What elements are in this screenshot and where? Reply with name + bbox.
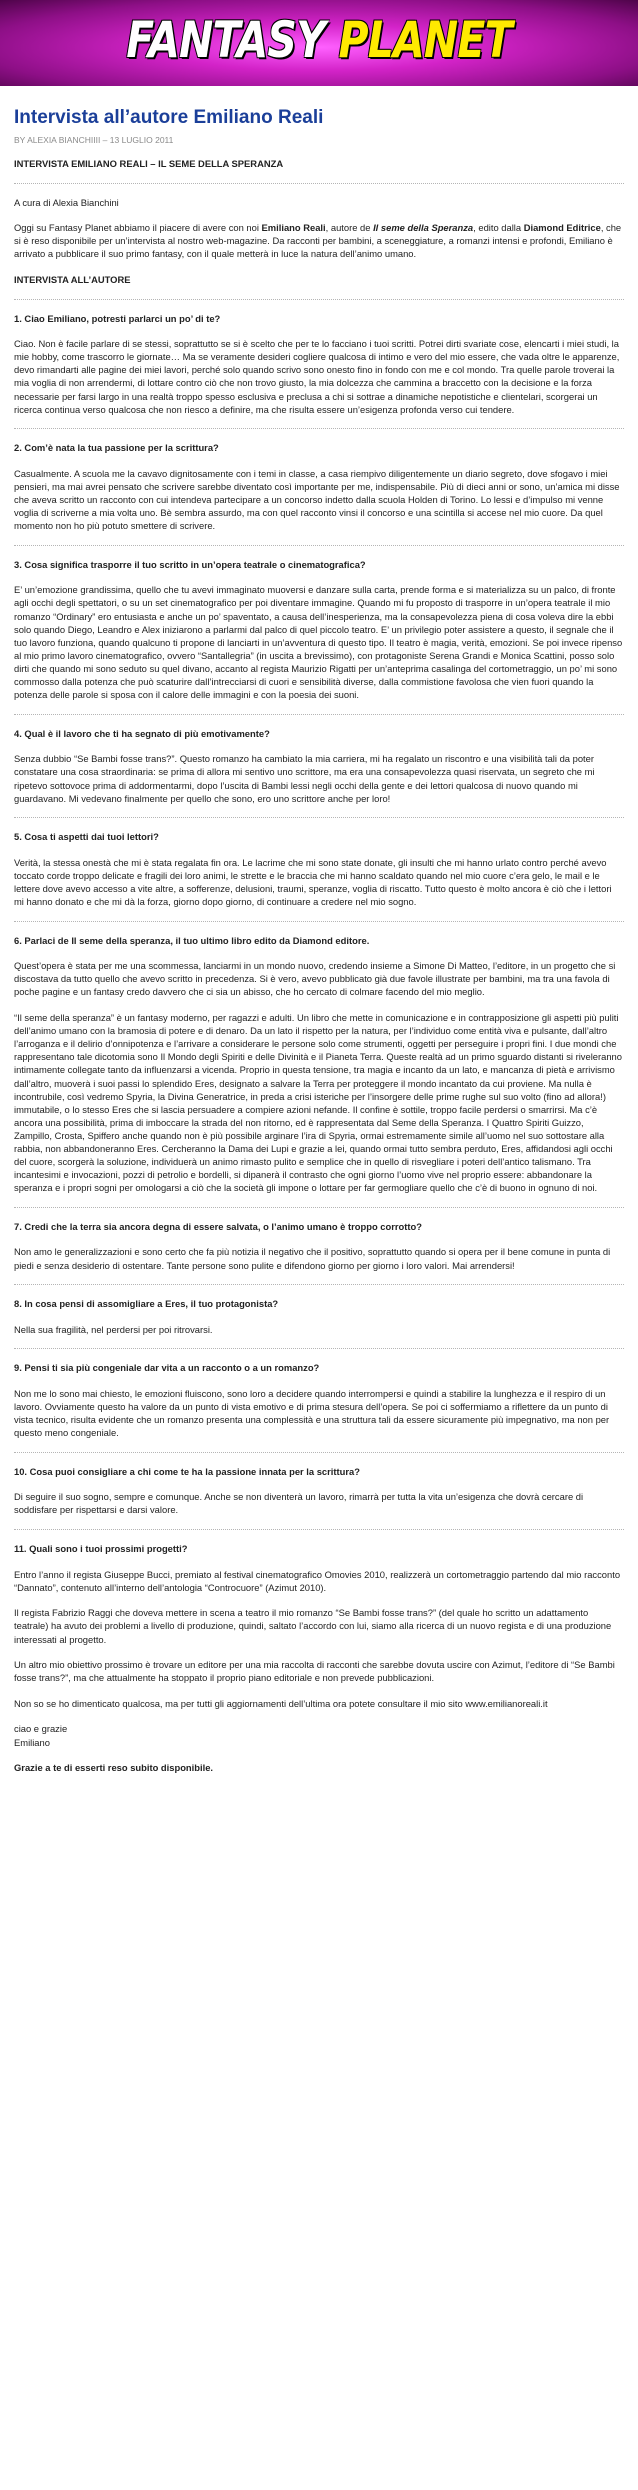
article-byline: BY ALEXIA BIANCHIIII – 13 LUGLIO 2011 <box>14 135 174 145</box>
intro-text: , edito dalla <box>473 222 524 234</box>
site-header <box>0 0 638 86</box>
article <box>0 86 638 1774</box>
divider <box>14 1348 624 1349</box>
answer-10: Di seguire il suo sogno, sempre e comunque. Anche se non diventerà un lavoro, rimarrà per tutta la vita un’esigenza che dovrà cercare di soddisfare per rispettarsi e darsi valore. <box>14 1491 584 1516</box>
divider <box>14 428 624 429</box>
closing <box>14 1722 624 1748</box>
closing-thanks: Grazie a te di esserti reso subito disponibile. <box>14 1762 214 1774</box>
answer-6-part-1: Quest’opera è stata per me una scommessa, lanciarmi in un mondo nuovo, credendo insieme a Simone Di Matteo, l’editore, in un progetto che si discostava da tutto quello che avevo scritto in precedenza. Si è vero, avevo pubblicato già due favole illustrate per bambini, ma tra una favola di poche pagine e un fantasy credo davvero che ci sia un abisso, che ho cercato di colmare facendo del mio meglio. <box>14 960 616 998</box>
question-3: 3. Cosa significa trasporre il tuo scritto in un’opera teatrale o cinematografica? <box>14 558 366 570</box>
answer-11-part-1: Entro l’anno il regista Giuseppe Bucci, premiato al festival cinematografico Omovies 2010, realizzerà un cortometraggio partendo dal mio racconto “Dannato”, contenuto all’interno dell’antologia “Controcuore” (Azimut 2010). <box>14 1568 621 1593</box>
divider <box>14 817 624 818</box>
closing-signature: Emiliano <box>14 1736 50 1748</box>
answer-2: Casualmente. A scuola me la cavavo dignitosamente con i temi in classe, a casa riempivo diligentemente un diario segreto, dove sfogavo i miei pensieri, ma mai avrei pensato che scrivere sarebbe diventato così importante per me, indispensabile. Più di dieci anni or sono, un’amica mi disse che aveva scritto un racconto con cui intendeva partecipare a un concorso indetto dalla scuola Holden di Torino. Lo lessi e d’impulso mi venne voglia di scriverne a mia volta uno. Bè sembra assurdo, ma con quel racconto vinsi il concorso e una scintilla si accese nel mio cuore. Da quel momento non ho più potuto smettere di scrivere. <box>14 467 620 532</box>
question-7: 7. Credi che la terra sia ancora degna di essere salvata, o l’animo umano è troppo corrotto? <box>14 1220 422 1232</box>
article-subtitle: INTERVISTA EMILIANO REALI – IL SEME DELLA SPERANZA <box>14 158 284 169</box>
question-10: 10. Cosa puoi consigliare a chi come te ha la passione innata per la scrittura? <box>14 1465 360 1477</box>
divider <box>14 714 624 715</box>
divider <box>14 1284 624 1285</box>
question-6: 6. Parlaci de Il seme della speranza, il tuo ultimo libro edito da Diamond editore. <box>14 934 370 946</box>
logo-word-planet: PLANET <box>338 11 512 69</box>
answer-11-part-4: Non so se ho dimenticato qualcosa, ma per tutti gli aggiornamenti dell’ultima ora potete consultare il mio sito www.emilianoreali.it <box>14 1697 548 1709</box>
intro-text: , autore de <box>325 222 374 234</box>
question-11: 11. Quali sono i tuoi prossimi progetti? <box>14 1543 188 1555</box>
publisher-name: Diamond Editrice <box>523 222 601 234</box>
question-5: 5. Cosa ti aspetti dai tuoi lettori? <box>14 831 159 843</box>
question-2: 2. Com’è nata la tua passione per la scrittura? <box>14 442 219 454</box>
answer-7: Non amo le generalizzazioni e sono certo che fa più notizia il negativo che il positivo, soprattutto quando si opera per il bene comune in punta di piedi e senza desiderio di ostentare. Tante persone sono pulite e difendono giorno per giorno i loro valori. Mai arrendersi! <box>14 1246 611 1271</box>
book-title: Il seme della Speranza <box>373 222 474 234</box>
answer-3: E’ un’emozione grandissima, quello che tu avevi immaginato muoversi e danzare sulla carta, prende forma e si materializza su un palco, di fronte agli occhi degli spettatori, o su un set cinematografico per poi diventare immagine. Quando mi fu proposto di trasporre in un’opera teatrale il mio romanzo “Ordinary” ero entusiasta e anche un po’ spaventato, a causa dell’inesperienza, ma la consapevolezza piena di cosa voleva dire la ebbi solo quando Diego, Leandro e Alex iniziarono a parlarmi dal palco di quel piccolo teatro. E’ un privilegio poter assistere a questo, il segnale che il tuo lavoro funziona, quando qualcuno ti propone di lanciarti in un’avventura di questo tipo. Il teatro è magia, verità, emozioni. Se poi invece ripenso al mio primo lavoro cinematografico, ovvero “Santallegria” (in uscita a brevissimo), con protagoniste Serena Grandi e Monica Scattini, posso solo dirti che quando mi sono seduto su quel divano, accanto al regista Maurizio Rigatti per un’anteprima casalinga del cortometraggio, un po’ mi sono commosso dalla potenza che può scaturire dall’intrecciarsi di cuori e sensibilità diverse, dalla commistione favolosa che vien fuori quando la potenza delle parole si sposa con il calore delle immagini e con la poesia dei suoni. <box>14 584 623 701</box>
divider <box>14 299 624 300</box>
question-4: 4. Qual è il lavoro che ti ha segnato di più emotivamente? <box>14 727 270 739</box>
answer-8: Nella sua fragilità, nel perdersi per poi ritrovarsi. <box>14 1323 213 1335</box>
divider <box>14 1207 624 1208</box>
answer-11-part-2: Il regista Fabrizio Raggi che doveva mettere in scena a teatro il mio romanzo “Se Bambi fosse trans?” (del quale ho scritto un adattamento teatrale) ha avuto dei problemi a livello di produzione, quindi, saltato l’accordo con lui, siamo alla ricerca di un nuovo regista e di una produzione interessati al progetto. <box>14 1607 612 1645</box>
divider <box>14 1452 624 1453</box>
answer-6-part-2: “Il seme della speranza” è un fantasy moderno, per ragazzi e adulti. Un libro che mette in comunicazione e in contrapposizione gli aspetti più puliti dell’animo umano con la bramosia di potere e di denaro. Da un lato il rispetto per la natura, per l’individuo come entità viva e pulsante, dall’altro l’arroganza e il delirio d’onnipotenza e l’arrivare a considerare le persone solo come strumenti, oggetti per perseguire i propri fini. I due mondi che rappresentano tale dicotomia sono Il Mondo degli Spiriti e delle Divinità e il Pianeta Terra. Queste realtà ad un primo sguardo distanti si riveleranno intimamente collegate tanto da influenzarsi a vicenda. Proprio in questa tensione, tra magia e incanto da un lato, e mancanza di pietà e arrivismo dall’altro, muoverà i suoi passi lo splendido Eres, designato a salvare la Terra per proteggere il mondo incantato da cui proviene. Ma nulla è incontrubile, così vedremo Spyria, la Divina Generatrice, in preda a crisi isteriche per l’insorgere delle prime rughe sul suo volto (fino ad allora!) immutabile, o lo stesso Eres che si lascia persuadere a compiere azioni nefande. Il confine è sottile, troppo facile perdersi o smarrirsi. Ma c’è ancora una possibilità, prima di imboccare la strada del non ritorno, ed è rappresentata dal Seme della Speranza. I Quattro Spiriti Guizzo, Zampillo, Crosta, Spiffero anche quando non è più possibile arginare l’ira di Spyria, ormai estremamente simile all’uomo nel suo sottostare alla rabbia, non abbandoneranno Eres. Cercheranno la Dama dei Lupi e grazie a lei, quando ormai tutto sembra perduto, Eres, affidandosi agli occhi del cuore, scorgerà la soluzione, individuerà un animo rimasto pulito e semplice che in quello di risvegliare i poteri dell’antico talismano. Tra incantesimi e invocazioni, pozzi di petrolio e bordelli, si dipanerà il contrasto che ogni giorno l’uomo vive nel proprio essere: abbandonare la speranza e i propri sogni per omologarsi a ciò che la società gli impone o lottare per far germogliare quello che c’è di buono in ognuno di noi. <box>14 1012 622 1194</box>
closing-greeting: ciao e grazie <box>14 1723 68 1735</box>
intro-paragraph <box>14 221 624 260</box>
author-name: Emiliano Reali <box>261 222 326 234</box>
answer-1: Ciao. Non è facile parlare di se stessi, soprattutto se si è scelto che per te lo facciano i tuoi scritti. Potrei dirti svariate cose, elencarti i miei studi, la mie hobby, come trascorro le giornate… Ma se veramente desideri cogliere qualcosa di intimo e vero del mio essere, che vada oltre le apparenze, devo rimandarti alle pagine dei miei lavori, perché solo quando scrivo sono onesto fino in fondo con me e col mondo. Tra quelle parole troverai la mia voglia di non arrendermi, di lottare contro ciò che non trovo giusto, la mia dolcezza che cammina a braccetto con la decisione e la forza necessarie per farsi largo in una realtà troppo spesso esclusiva e preclusa a chi si sottrae a dinamiche nepotistiche e clientelari, scorgerai un ricerca continua verso qualcosa che non riesco a definire, ma che risulta essere un’esigenza profonda verso cui tendere. <box>14 338 620 415</box>
divider <box>14 545 624 546</box>
section-heading: INTERVISTA ALL’AUTORE <box>14 273 131 285</box>
article-title[interactable]: Intervista all’autore Emiliano Reali <box>14 107 324 128</box>
author-line: A cura di Alexia Bianchini <box>14 196 119 208</box>
answer-9: Non me lo sono mai chiesto, le emozioni fluiscono, sono loro a decidere quando interrompersi e quindi a stabilire la lunghezza e il respiro di un lavoro. Ovviamente questo ha valore da un punto di vista emotivo e di prima stesura dell’opera. Se poi ci soffermiamo a riflettere da un punto di vista tecnico, risulta evidente che un romanzo presenta una complessità e una struttura tali da essere sicuramente più impegnativo, ma non per questo meno congeniale. <box>14 1387 610 1439</box>
divider <box>14 183 624 184</box>
answer-11-part-3: Un altro mio obiettivo prossimo è trovare un editore per una mia raccolta di racconti che sarebbe dovuta uscire con Azimut, l’editore di “Se Bambi fosse trans?”, ma che attualmente ha stoppato il proprio piano editoriale e non prevede pubblicazioni. <box>14 1659 615 1684</box>
divider <box>14 1529 624 1530</box>
intro-text: , che si è reso disponibile per un’intervista al nostro web-magazine. Da racconti per bambini, a sceneggiature, a romanzi intensi e profondi, Emiliano è arrivato a pubblicare il suo primo fantasy, con il quale metterà in luce la natura dell’animo umano. <box>14 222 622 260</box>
question-8: 8. In cosa pensi di assomigliare a Eres, il tuo protagonista? <box>14 1298 279 1310</box>
divider <box>14 921 624 922</box>
question-9: 9. Pensi ti sia più congeniale dar vita a un racconto o a un romanzo? <box>14 1362 320 1374</box>
answer-4: Senza dubbio “Se Bambi fosse trans?”. Questo romanzo ha cambiato la mia carriera, mi ha regalato un riscontro e una visibilità tali da poter constatare una cosa straordinaria: se prima di allora mi sentivo uno scrittore, ma era una consapevolezza quasi riservata, un segreto che mi ripetevo sottovoce prima di addormentarmi, dopo l’uscita di Bambi lessi negli occhi della gente e dei lettori qualcosa di nuovo quando mi guardavano. Mi vedevano finalmente per quello che sono, ero uno scrittore anche per loro! <box>14 753 595 804</box>
question-1: 1. Ciao Emiliano, potresti parlarci un po’ di te? <box>14 312 221 324</box>
logo-word-fantasy: FANTASY <box>126 11 326 69</box>
intro-text: Oggi su Fantasy Planet abbiamo il piacere di avere con noi <box>14 222 262 234</box>
site-logo[interactable] <box>57 10 580 70</box>
article-body <box>14 157 624 1774</box>
answer-5: Verità, la stessa onestà che mi è stata regalata fin ora. Le lacrime che mi sono state donate, gli insulti che mi hanno urlato contro perché avevo toccato corde troppo delicate e fragili dei loro animi, le strette e le braccia che mi hanno scaldato quando nel mio cuore c’era gelo, le mail e le lettere dove avevo accesso a vite altre, a sofferenze, delusioni, traumi, speranze, voglia di riscatto. Tutto questo è molto ancora è ciò che i lettori mi hanno donato e che mi dà la forza, giorno dopo giorno, di continuare a credere nel mio sogno. <box>14 856 612 908</box>
